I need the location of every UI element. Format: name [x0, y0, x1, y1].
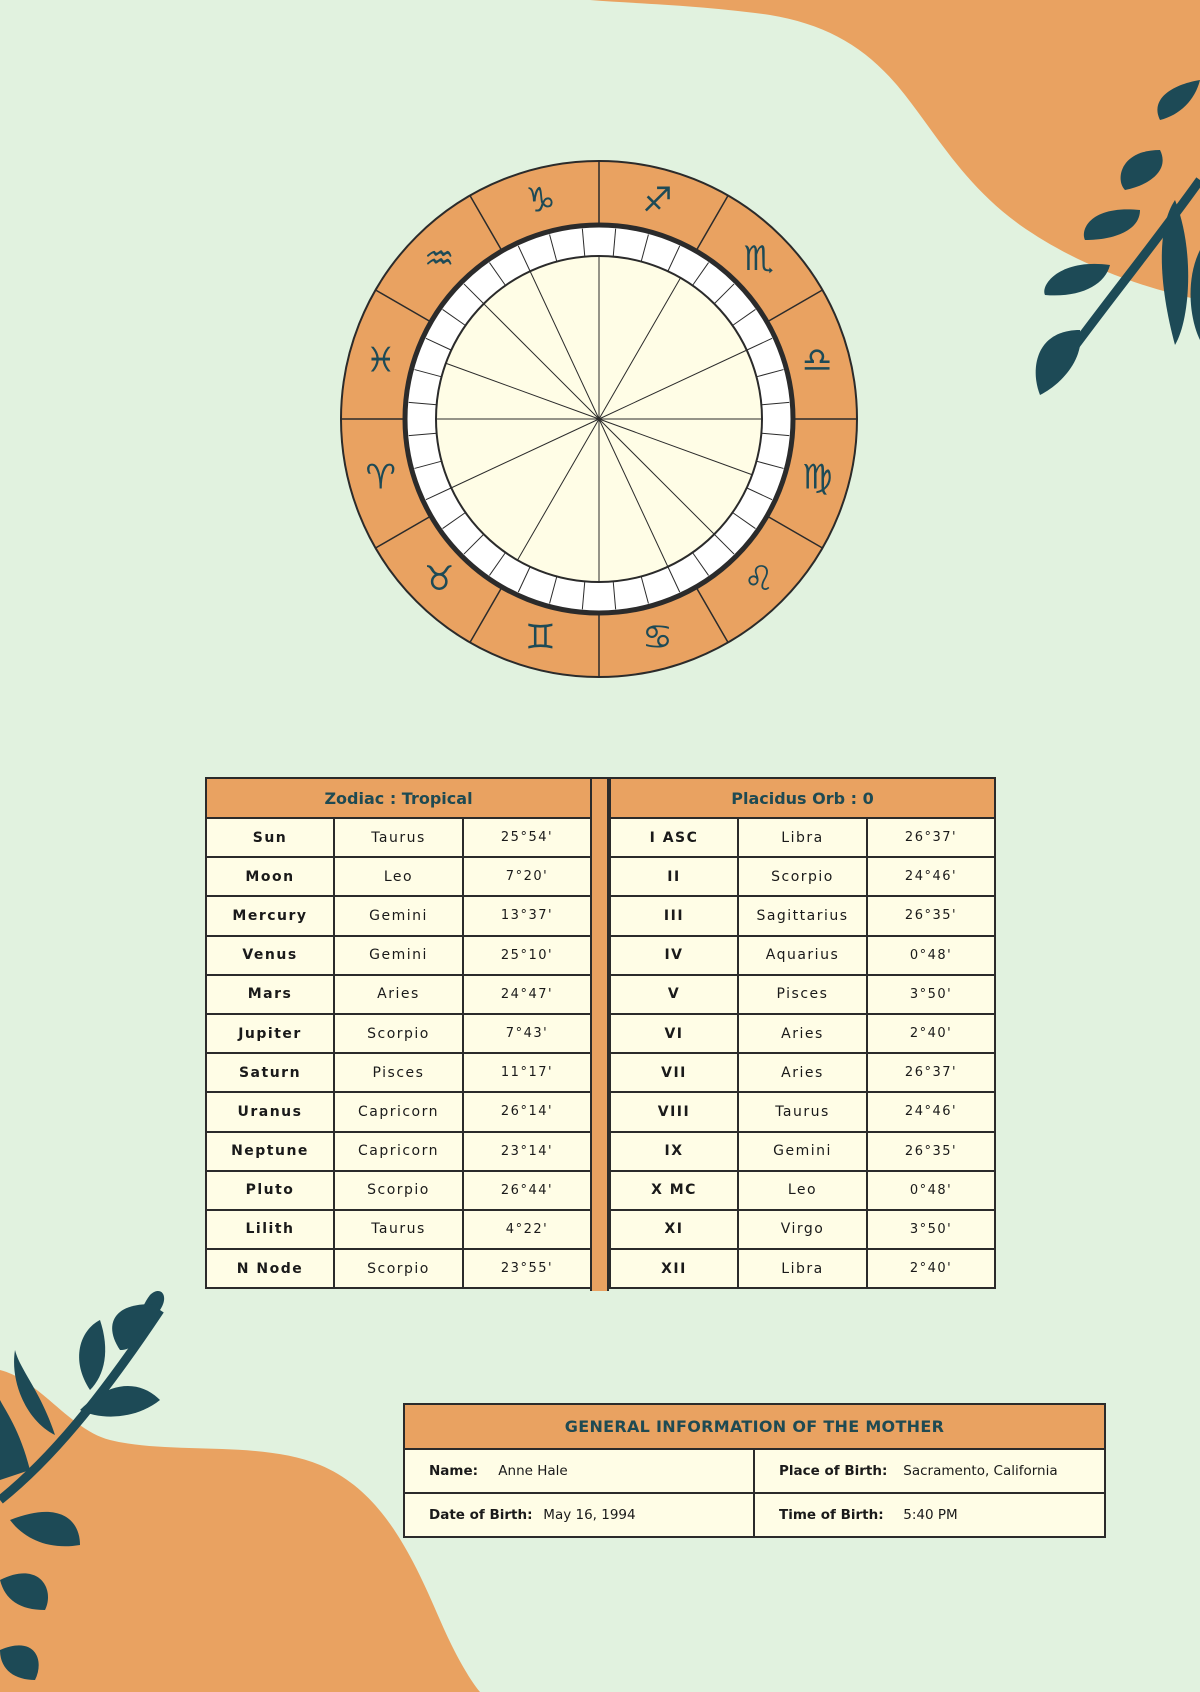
house-sign-cell: Pisces: [738, 975, 867, 1014]
planet-name-cell: Uranus: [206, 1092, 334, 1131]
planet-deg-cell: 4°22': [463, 1210, 591, 1249]
planet-sign-cell: Taurus: [334, 818, 463, 857]
planet-deg-cell: 24°47': [463, 975, 591, 1014]
planet-deg-cell: 25°10': [463, 936, 591, 975]
table-row: [610, 1014, 995, 1053]
table-row: [206, 1171, 591, 1210]
planet-deg-cell: 23°14': [463, 1132, 591, 1171]
table-row: [206, 1092, 591, 1131]
house-sign-cell: Libra: [738, 1249, 867, 1288]
planet-name-cell: Pluto: [206, 1171, 334, 1210]
house-sign-cell: Scorpio: [738, 857, 867, 896]
table-row: [610, 1132, 995, 1171]
date-of-birth-value: May 16, 1994: [543, 1507, 636, 1523]
table-row: [206, 1014, 591, 1053]
table-row: [206, 1210, 591, 1249]
table-row: [610, 818, 995, 857]
planet-name-cell: Mercury: [206, 896, 334, 935]
table-row: [610, 975, 995, 1014]
zodiac-sign-icon: ♋: [642, 617, 673, 658]
house-deg-cell: 24°46': [867, 1092, 995, 1131]
planet-name-cell: Moon: [206, 857, 334, 896]
house-deg-cell: 0°48': [867, 1171, 995, 1210]
planet-name-cell: Mars: [206, 975, 334, 1014]
planet-name-cell: Venus: [206, 936, 334, 975]
planets-table: [205, 777, 592, 1289]
house-name-cell: II: [610, 857, 738, 896]
zodiac-wheel: [338, 158, 860, 680]
planet-sign-cell: Pisces: [334, 1053, 463, 1092]
planet-deg-cell: 23°55': [463, 1249, 591, 1288]
house-deg-cell: 3°50': [867, 975, 995, 1014]
planet-name-cell: Lilith: [206, 1210, 334, 1249]
planet-name-cell: Saturn: [206, 1053, 334, 1092]
planet-deg-cell: 13°37': [463, 896, 591, 935]
houses-header: Placidus Orb : 0: [610, 778, 995, 818]
place-of-birth-label: Place of Birth:: [779, 1463, 888, 1479]
planet-deg-cell: 26°44': [463, 1171, 591, 1210]
planet-deg-cell: 26°14': [463, 1092, 591, 1131]
zodiac-sign-icon: ♒: [423, 239, 455, 280]
house-deg-cell: 26°37': [867, 1053, 995, 1092]
info-title: GENERAL INFORMATION OF THE MOTHER: [404, 1404, 1105, 1449]
name-value: Anne Hale: [498, 1463, 568, 1479]
planet-name-cell: Sun: [206, 818, 334, 857]
zodiac-sign-icon: ♊: [525, 617, 556, 658]
table-row: [206, 1249, 591, 1288]
house-name-cell: XI: [610, 1210, 738, 1249]
table-row: [206, 1132, 591, 1171]
house-sign-cell: Aries: [738, 1014, 867, 1053]
planet-sign-cell: Gemini: [334, 936, 463, 975]
zodiac-sign-icon: ♌: [743, 558, 775, 599]
table-row: [610, 857, 995, 896]
zodiac-sign-icon: ♍: [802, 457, 833, 498]
planet-name-cell: N Node: [206, 1249, 334, 1288]
planets-header: Zodiac : Tropical: [206, 778, 591, 818]
table-row: [610, 1053, 995, 1092]
planet-sign-cell: Capricorn: [334, 1132, 463, 1171]
houses-table: [609, 777, 996, 1289]
time-of-birth-label: Time of Birth:: [779, 1507, 884, 1523]
house-name-cell: XII: [610, 1249, 738, 1288]
house-deg-cell: 26°35': [867, 896, 995, 935]
name-cell: [404, 1449, 754, 1493]
zodiac-sign-icon: ♈: [365, 457, 396, 498]
time-of-birth-value: 5:40 PM: [903, 1507, 958, 1523]
planet-sign-cell: Leo: [334, 857, 463, 896]
planet-sign-cell: Capricorn: [334, 1092, 463, 1131]
house-deg-cell: 26°37': [867, 818, 995, 857]
planet-sign-cell: Aries: [334, 975, 463, 1014]
planet-sign-cell: Scorpio: [334, 1249, 463, 1288]
house-name-cell: VI: [610, 1014, 738, 1053]
table-row: [206, 975, 591, 1014]
zodiac-sign-icon: ♐: [642, 180, 673, 221]
place-of-birth-value: Sacramento, California: [903, 1463, 1058, 1479]
zodiac-sign-icon: ♎: [802, 340, 833, 381]
house-deg-cell: 0°48': [867, 936, 995, 975]
house-name-cell: V: [610, 975, 738, 1014]
table-row: [206, 1053, 591, 1092]
zodiac-sign-icon: ♑: [525, 180, 556, 221]
planet-deg-cell: 25°54': [463, 818, 591, 857]
house-sign-cell: Sagittarius: [738, 896, 867, 935]
planet-sign-cell: Taurus: [334, 1210, 463, 1249]
mother-info-table: [403, 1403, 1106, 1538]
planet-sign-cell: Scorpio: [334, 1171, 463, 1210]
house-sign-cell: Leo: [738, 1171, 867, 1210]
house-name-cell: VII: [610, 1053, 738, 1092]
house-sign-cell: Taurus: [738, 1092, 867, 1131]
date-of-birth-label: Date of Birth:: [429, 1507, 533, 1523]
house-sign-cell: Gemini: [738, 1132, 867, 1171]
house-name-cell: IX: [610, 1132, 738, 1171]
house-sign-cell: Libra: [738, 818, 867, 857]
table-row: [610, 1171, 995, 1210]
table-row: [206, 936, 591, 975]
table-row: [610, 936, 995, 975]
info-row: [404, 1493, 1105, 1537]
house-sign-cell: Virgo: [738, 1210, 867, 1249]
planet-deg-cell: 7°43': [463, 1014, 591, 1053]
time-of-birth-cell: [754, 1493, 1105, 1537]
house-name-cell: III: [610, 896, 738, 935]
house-sign-cell: Aries: [738, 1053, 867, 1092]
house-deg-cell: 26°35': [867, 1132, 995, 1171]
planet-deg-cell: 11°17': [463, 1053, 591, 1092]
table-row: [206, 857, 591, 896]
house-name-cell: X MC: [610, 1171, 738, 1210]
tables-divider: [590, 777, 609, 1291]
table-row: [610, 896, 995, 935]
planet-sign-cell: Gemini: [334, 896, 463, 935]
table-row: [610, 1092, 995, 1131]
house-deg-cell: 2°40': [867, 1014, 995, 1053]
zodiac-sign-icon: ♓: [365, 340, 396, 381]
table-row: [206, 896, 591, 935]
planet-sign-cell: Scorpio: [334, 1014, 463, 1053]
zodiac-sign-icon: ♉: [423, 558, 455, 599]
date-of-birth-cell: [404, 1493, 754, 1537]
house-name-cell: I ASC: [610, 818, 738, 857]
house-deg-cell: 3°50': [867, 1210, 995, 1249]
zodiac-sign-icon: ♏: [743, 239, 775, 280]
name-label: Name:: [429, 1463, 479, 1479]
planet-name-cell: Neptune: [206, 1132, 334, 1171]
planet-deg-cell: 7°20': [463, 857, 591, 896]
place-of-birth-cell: [754, 1449, 1105, 1493]
table-row: [610, 1210, 995, 1249]
house-name-cell: IV: [610, 936, 738, 975]
house-deg-cell: 2°40': [867, 1249, 995, 1288]
table-row: [206, 818, 591, 857]
info-row: [404, 1449, 1105, 1493]
house-name-cell: VIII: [610, 1092, 738, 1131]
planet-name-cell: Jupiter: [206, 1014, 334, 1053]
house-sign-cell: Aquarius: [738, 936, 867, 975]
house-deg-cell: 24°46': [867, 857, 995, 896]
table-row: [610, 1249, 995, 1288]
